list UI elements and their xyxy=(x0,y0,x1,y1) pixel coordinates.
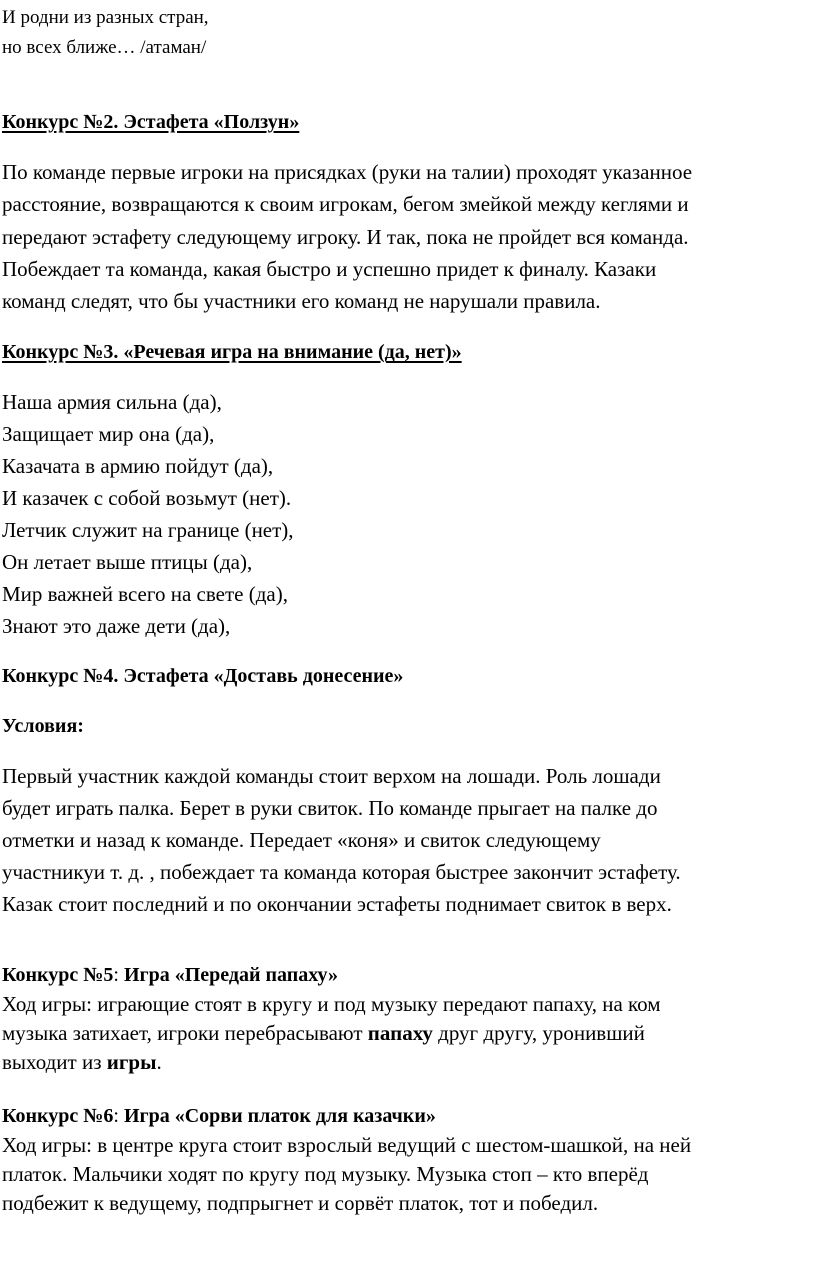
intro-line: И родни из разных стран, xyxy=(2,7,209,28)
text-run: выходит из xyxy=(2,1050,107,1074)
verse-line: Наша армия сильна (да), xyxy=(2,390,222,414)
contest6-heading-title: Игра «Сорви платок для казачки» xyxy=(123,1105,436,1127)
paragraph-line: участникуи т. д. , побеждает та команда которая быстрее закончит эстафету. xyxy=(2,860,681,884)
contest5-heading-title: Игра «Передай папаху» xyxy=(123,964,339,986)
contest2-heading: Конкурс №2. Эстафета «Ползун» xyxy=(2,111,300,133)
paragraph-line: Первый участник каждой команды стоит верхом на лошади. Роль лошади xyxy=(2,764,661,788)
contest6-heading-number: Конкурс №6 xyxy=(2,1105,114,1127)
contest5-heading xyxy=(2,963,338,987)
verse-line: Он летает выше птицы (да), xyxy=(2,550,253,574)
conditions-label: Условия: xyxy=(2,715,84,737)
paragraph-line: расстояние, возвращаются к своим игрокам, бегом змейкой между кеглями и xyxy=(2,192,689,216)
paragraph-line: подбежит к ведущему, подпрыгнет и сорвёт платок, тот и победил. xyxy=(2,1191,599,1215)
contest6-heading-separator: : xyxy=(113,1105,124,1127)
paragraph-line: По команде первые игроки на присядках (руки на талии) проходят указанное xyxy=(2,160,693,184)
verse-line: Защищает мир она (да), xyxy=(2,422,215,446)
text-run: . xyxy=(156,1050,162,1074)
paragraph-line: платок. Мальчики ходят по кругу под музыку. Музыка стоп – кто вперёд xyxy=(2,1162,649,1186)
verse-line: И казачек с собой возьмут (нет). xyxy=(2,486,292,510)
verse-line: Казачата в армию пойдут (да), xyxy=(2,454,274,478)
contest4-heading: Конкурс №4. Эстафета «Доставь донесение» xyxy=(2,665,404,687)
contest3-heading: Конкурс №3. «Речевая игра на внимание (да, нет)» xyxy=(2,341,462,363)
paragraph-line: Побеждает та команда, какая быстро и успешно придет к финалу. Казаки xyxy=(2,257,657,281)
bold-word: игры xyxy=(106,1050,157,1074)
text-run: музыка затихает, игроки перебрасывают xyxy=(2,1021,368,1045)
intro-line: но всех ближе… /атаман/ xyxy=(2,37,207,58)
contest5-heading-number: Конкурс №5 xyxy=(2,964,114,986)
paragraph-line: команд следят, что бы участники его команд не нарушали правила. xyxy=(2,289,601,313)
paragraph-line xyxy=(2,1021,645,1045)
verse-line: Мир важней всего на свете (да), xyxy=(2,582,288,606)
paragraph-line: передают эстафету следующему игроку. И так, пока не пройдет вся команда. xyxy=(2,225,689,249)
paragraph-line xyxy=(2,1050,162,1074)
contest5-heading-separator: : xyxy=(113,964,124,986)
verse-line: Знают это даже дети (да), xyxy=(2,614,231,638)
paragraph-line: Ход игры: в центре круга стоит взрослый ведущий с шестом-шашкой, на ней xyxy=(2,1133,692,1157)
paragraph-line: Ход игры: играющие стоят в кругу и под музыку передают папаху, на ком xyxy=(2,992,661,1016)
paragraph-line: отметки и назад к команде. Передает «коня» и свиток следующему xyxy=(2,828,601,852)
verse-line: Летчик служит на границе (нет), xyxy=(2,518,294,542)
paragraph-line: будет играть палка. Берет в руки свиток. По команде прыгает на палке до xyxy=(2,796,658,820)
text-run: друг другу, уронивший xyxy=(432,1021,645,1045)
bold-word: папаху xyxy=(367,1021,433,1045)
contest6-heading xyxy=(2,1104,436,1128)
paragraph-line: Казак стоит последний и по окончании эстафеты поднимает свиток в верх. xyxy=(2,892,672,916)
